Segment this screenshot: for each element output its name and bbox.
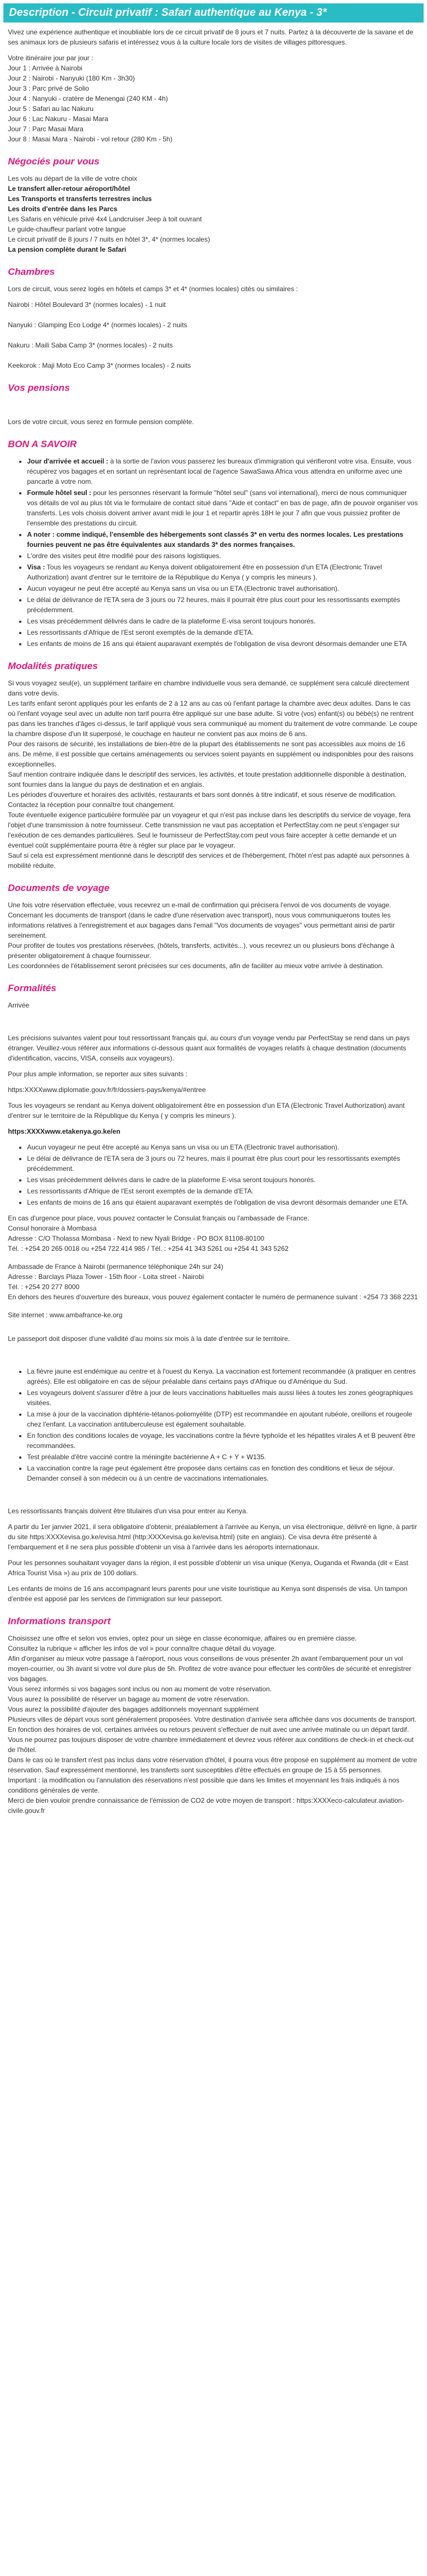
- itinerary-day: Jour 2 : Nairobi - Nanyuki (180 Km - 3h30): [8, 74, 135, 82]
- transport-line: Merci de bien vouloir prendre connaissance de l'émission de CO2 de votre moyen de transport : https:XXXXeco-calculateur.aviation-civile.gouv.fr: [8, 1797, 404, 1815]
- transport-line: Plusieurs villes de départ vous sont généralement proposées. Votre destination d'arrivée sera affichée dans vos documents de transport.: [8, 1715, 417, 1724]
- passeport-text: Le passeport doit disposer d'une validité d'au moins six mois à la date d'entrée sur le territoire.: [8, 1335, 290, 1343]
- visa-paragraph: Les enfants de moins de 16 ans accompagnant leurs parents pour une visite touristique au Kenya sont dispensés de visa. Un tampon d'entrée est apposé par les services de l'immigration sur leur passeport.: [8, 1585, 408, 1603]
- transport-line: Dans le cas où le transfert n'est pas inclus dans votre réservation d'hôtel, il pourra vous être proposé en supplément au moment de votre réservation. Sauf expressément mentionné, les transferts sont susceptibles d'être effectués en groupe de 15 à 55 personnes.: [8, 1756, 417, 1775]
- vaccin-item: • La mise à jour de la vaccination diphtérie-tétanos-poliomyélite (DTP) est recommandée en ajoutant rubéole, oreillons et rougeole chez l'enfant. La vaccination antituberculeuse est également souhaitable.: [27, 1409, 419, 1429]
- content: [0, 27, 427, 1816]
- formalites-link[interactable]: https:XXXXwww.diplomatie.gouv.fr/fr/dossiers-pays/kenya/#entree: [8, 1086, 206, 1094]
- chambres-list: [8, 300, 419, 371]
- vaccin-item: • La fièvre jaune est endémique au centre et à l'ouest du Kenya. La vaccination est fortement recommandée (à pratiquer en centres agréés). Elle est obligatoire en cas de séjour préalable dans certains pays d'Afrique ou d'Amérique du Sud.: [27, 1366, 419, 1387]
- transport-body: [8, 1633, 419, 1816]
- negocies-list: [8, 173, 419, 255]
- bon-item: • Jour d'arrivée et accueil : à la sortie de l'avion vous passerez les bureaux d'immigration qui vérifieront votre visa. Ensuite, vous récupérez vos bagages et en sortant un représentant local de l'agence SawaSawa Africa vous attendra en uniforme avec une pancarte à votre nom.: [27, 456, 419, 487]
- consulat-line: Adresse : C/O Tholassa Mombasa - Next to new Nyali Bridge - PO BOX 81108-80100: [8, 1234, 265, 1243]
- transport-line: Vous aurez la possibilité de réserver un bagage au moment de votre réservation.: [8, 1695, 250, 1704]
- vaccins-list: [8, 1366, 419, 1483]
- negocies-item: Les vols au départ de la ville de votre choix: [8, 174, 137, 182]
- itinerary-day: Jour 5 : Safari au lac Nakuru: [8, 104, 94, 113]
- itinerary-day: Jour 8 : Masai Mara - Nairobi - vol retour (280 Km - 5h): [8, 135, 173, 143]
- modalites-paragraph: Les tarifs enfant seront appliqués pour les enfants de 2 à 12 ans au cas où l'enfant partage la chambre avec deux adultes. Dans le cas où l'enfant voyage seul avec un adulte non tarif pourra être appliqué sur une base adulte. Si votre (vos) enfant(s) ou bébé(s) ne rentrent pas dans les tranches d'âges ci-dessus, le tarif appliqué vous sera communiqué au moment du traitement de votre commande. Le coupe la chambre dispose d'un lit superposé, le couchage en hauteur ne convient pas aux moins de 6 ans.: [8, 699, 417, 738]
- ambassade-line: Ambassade de France à Nairobi (permanence téléphonique 24h sur 24): [8, 1263, 224, 1271]
- bon-item: • Les ressortissants d'Afrique de l'Est seront exemptés de la demande d'ETA.: [27, 627, 419, 638]
- ambassade-info: [8, 1262, 419, 1302]
- itinerary-header: Votre itinéraire jour par jour :: [8, 54, 94, 62]
- eta-item: • Les ressortissants d'Afrique de l'Est seront exemptés de la demande d'ETA.: [27, 1186, 419, 1196]
- transport-line: Vous aurez la possibilité d'ajouter des bagages additionnels moyennant supplément: [8, 1705, 259, 1714]
- visa-paragraph: A partir du 1er janvier 2021, il sera obligatoire d'obtenir, préalablement à l'arrivée au Kenya, un visa électronique, délivré en ligne, à partir du site https:XXXXevisa.go.ke/evisa.html (http:XXXXevisa.go.ke/evisa.html) (site en anglais). Ce visa devra être présenté à l'embarquement et il ne sera plus possible d'obtenir un visa à l'arrivée dans les aéroports internationaux.: [8, 1523, 417, 1552]
- site-internet[interactable]: Site internet : www.ambafrance-ke.org: [8, 1311, 123, 1320]
- transport-line: Afin d'organiser au mieux votre passage à l'aéroport, nous vous conseillons de vous présenter 2h avant l'embarquement pour un vol moyen-courrier, ou 3h avant si votre vol dure plus de 5h. Profitez de votre avance pour effectuer les contrôles de sécurité et enregistrer vos bagages.: [8, 1655, 412, 1683]
- eta-item: • Les visas précédemment délivrés dans le cadre de la plateforme E-visa seront toujours honorés.: [27, 1175, 419, 1185]
- negocies-item: Le transfert aller-retour aéroport/hôtel: [8, 184, 130, 193]
- transport-line: Choisissez une offre et selon vos envies, optez pour un siège en classe économique, affaires ou en première classe.: [8, 1634, 357, 1643]
- vaccin-item: • Les voyageurs doivent s'assurer d'être à jour de leurs vaccinations habituelles mais aussi liées à toutes les zones géographiques visitées.: [27, 1388, 419, 1408]
- intro-text: Vivez une expérience authentique et inoubliable lors de ce circuit privatif de 8 jours et 7 nuits. Partez à la découverte de la savane et de ses animaux lors de plusieurs safaris et intéressez vous à la culture locale lors de visites de villages pittoresques.: [8, 28, 413, 46]
- documents-paragraph: Pour profiter de toutes vos prestations réservées, (hôtels, transferts, activités...), vous recevrez un ou plusieurs bons d'échange à présenter obligatoirement à chaque fournisseur.: [8, 942, 394, 960]
- eta-item: • Aucun voyageur ne peut être accepté au Kenya sans un visa ou un ETA (Electronic travel authorisation).: [27, 1142, 419, 1152]
- documents-heading: Documents de voyage: [8, 883, 110, 894]
- transport-line: Vous serez informés si vos bagages sont inclus ou non au moment de votre réservation.: [8, 1685, 272, 1693]
- itinerary-day: Jour 4 : Nanyuki - cratère de Menengai (240 KM - 4h): [8, 94, 168, 102]
- negocies-item: Les Transports et transferts terrestres inclus: [8, 194, 152, 203]
- modalites-body: [8, 678, 419, 871]
- consulat-line: Consul honoraire à Mombasa: [8, 1224, 97, 1233]
- negocies-item: Les droits d'entrée dans les Parcs: [8, 204, 118, 213]
- chambre-item: Nairobi : Hôtel Boulevard 3* (normes locales) - 1 nuit: [8, 300, 166, 309]
- itinerary-day: Jour 3 : Parc privé de Solio: [8, 84, 90, 92]
- bon-heading: BON A SAVOIR: [8, 438, 77, 449]
- chambres-heading: Chambres: [8, 266, 55, 277]
- chambre-item: Keekorok : Maji Moto Eco Camp 3* (normes locales) - 2 nuits: [8, 361, 191, 369]
- formalites-arrivee: Arrivée: [8, 1001, 30, 1010]
- negocies-item: La pension complète durant le Safari: [8, 245, 127, 253]
- vaccin-item: • La vaccination contre la rage peut également être proposée dans certains cas en fonction des conditions et lieux de séjour. Demander conseil à son médecin ou à un centre de vaccinations internationales.: [27, 1463, 419, 1483]
- bon-item: • Les enfants de moins de 16 ans qui étaient auparavant exemptés de l'obligation de visa devront désormais demander une ETA: [27, 639, 419, 649]
- ambassade-line: En dehors des heures d'ouverture des bureaux, vous pouvez également contacter le numéro de permanence suivant : +254 73 368 2231: [8, 1293, 418, 1302]
- itinerary-day: Jour 6 : Lac Nakuru - Masai Mara: [8, 114, 109, 123]
- modalites-heading: Modalités pratiques: [8, 661, 98, 672]
- documents-paragraph: Les coordonnées de l'établissement seront précisées sur ces documents, afin de faciliter au mieux votre arrivée à destination.: [8, 962, 384, 970]
- bon-item: • Les visas précédemment délivrés dans le cadre de la plateforme E-visa seront toujours honorés.: [27, 616, 419, 626]
- pensions-heading: Vos pensions: [8, 382, 70, 393]
- documents-paragraph: Une fois votre réservation effectuée, vous recevrez un e-mail de confirmation qui précisera l'envoi de vos documents de voyage.: [8, 901, 392, 910]
- consulat-line: En cas d'urgence pour place, vous pouvez contacter le Consulat français ou l'ambassade de France.: [8, 1214, 309, 1223]
- modalites-paragraph: Toute éventuelle exigence particulière formulée par un voyageur et qui n'est pas incluse dans les descriptifs du service de voyage, fera l'objet d'une transmission à notre fournisseur. Cette transmission ne vaut pas acceptation et PerfectStay.com ne peut s'engager sur l'exécution de ces demandes particulières. Seul le fournisseur de PerfectStay.com peut vous faire accepter à cette demande et un éventuel coût supplémentaire pourra être à régler sur place par le voyageur.: [8, 811, 411, 850]
- visa-paragraph: Pour les personnes souhaitant voyager dans la région, il est possible d'obtenir un visa unique (Kenya, Ouganda et Rwanda (dit « East Africa Tourist Visa ») au prix de 100 dollars.: [8, 1559, 408, 1577]
- bon-item: • Le délai de délivrance de l'ETA sera de 3 jours ou 72 heures, mais il pourrait être plus court pour les ressortissants exemptés précédemment.: [27, 595, 419, 615]
- visa-paragraph: Les ressortissants français doivent être titulaires d'un visa pour entrer au Kenya.: [8, 1507, 248, 1516]
- formalites-heading: Formalités: [8, 983, 56, 994]
- itinerary-day: Jour 1 : Arrivée à Nairobi: [8, 64, 83, 72]
- eta-item: • Le délai de délivrance de l'ETA sera de 3 jours ou 72 heures, mais il pourrait être plus court pour les ressortissants exemptés précédemment.: [27, 1153, 419, 1174]
- formalites-p3: Tous les voyageurs se rendant au Kenya doivent obligatoirement être en possession d'un ETA (Electronic Travel Authorization) avant d'entrer sur le territoire de la République du Kenya ( y compris les mineurs ).: [8, 1102, 405, 1120]
- itinerary-day: Jour 7 : Parc Masai Mara: [8, 124, 84, 133]
- modalites-paragraph: Les périodes d'ouverture et horaires des activités, restaurants et bars sont donnés à titre indicatif, et sous réserve de modification. Contactez la réception pour connaître tout changement.: [8, 791, 397, 809]
- itinerary: [8, 53, 419, 144]
- ambassade-line: Tél. : +254 20 277 8000: [8, 1283, 80, 1291]
- chambre-item: Nakuru : Maili Saba Camp 3* (normes locales) - 2 nuits: [8, 341, 173, 349]
- bon-item: • Visa : Tous les voyageurs se rendant au Kenya doivent obligatoirement être en possession d'un ETA (Electronic Travel Authorization) avant d'entrer sur le territoire de la République du Kenya ( y compris les mineurs ).: [27, 562, 419, 582]
- eta-list: [8, 1142, 419, 1207]
- bon-list: [8, 456, 419, 649]
- negocies-heading: Négociés pour vous: [8, 155, 100, 167]
- formalites-p2: Pour plus ample information, se reporter aux sites suivants :: [8, 1070, 188, 1078]
- bon-item: • Formule hôtel seul : pour les personnes réservant la formule "hôtel seul" (sans vol international), merci de nous communiquer vos détails de vol au plus tôt via le formulaire de contact situé dans "Aide et contact" en bas de page, afin de pouvoir organiser vos transferts. Les vols choisis doivent arriver avant midi le jour 1 et repartir après 18H le jour 7 afin que vous puissiez profiter de l'ensemble des prestations du circuit.: [27, 488, 419, 528]
- transport-heading: Informations transport: [8, 1616, 111, 1627]
- ambassade-line: Adresse : Barclays Plaza Tower - 15th floor - Loita street - Nairobi: [8, 1273, 204, 1281]
- transport-line: Consultez la rubrique « afficher les infos de vol » pour connaître chaque détail du voyage.: [8, 1644, 277, 1653]
- modalites-paragraph: Sauf mention contraire indiquée dans le descriptif des services, les activités, et toute prestation additionnelle disponible à destination, sont fournies dans la langue du pays de destination et en anglais.: [8, 770, 407, 789]
- vaccin-item: • Test préalable d'être vacciné contre la méningite bactérienne A + C + Y + W135.: [27, 1452, 419, 1462]
- title-bar: [3, 3, 424, 23]
- pensions-text: Lors de votre circuit, vous serez en formule pension complète.: [8, 417, 194, 426]
- transport-line: En fonction des horaires de vol, certaines arrivées ou retours peuvent s'effectuer de nuit avec une arrivée matinale ou un départ tardif. Vous ne pourrez pas toujours disposer de votre chambre immédiatement et devrez vous référer aux conditions de check-in et check-out de l'hôtel.: [8, 1726, 414, 1754]
- modalites-paragraph: Sauf si cela est expressément mentionné dans le descriptif des services et de l'hébergement, l'hôtel n'est pas adapté aux personnes à mobilité réduite.: [8, 852, 410, 870]
- consulat-info: [8, 1213, 419, 1254]
- documents-paragraph: Concernant les documents de transport (dans le cadre d'une réservation avec transport), nous vous communiquerons toutes les informations relatives à l'enregistrement et aux bagages dans l'email "Vos documents de voyages" vous permettant ainsi de partir sereinement.: [8, 911, 395, 940]
- formalites-p1: Les précisions suivantes valent pour tout ressortissant français qui, au cours d'un voyage vendu par PerfectStay se rend dans un pays étranger. Veuillez-vous référer aux informations ci-dessous quant aux formalités de voyages relatifs à chaque destination (documents d'identification, vaccins, VISA, conseils aux voyageurs).: [8, 1034, 410, 1063]
- documents-body: [8, 900, 419, 971]
- chambre-item: Nanyuki : Glamping Eco Lodge 4* (normes locales) - 2 nuits: [8, 320, 188, 329]
- bon-item: • A noter : comme indiqué, l'ensemble des hébergements sont classés 3* en vertu des normes locales. Les prestations fournies peuvent ne pas être équivalentes aux standards 3* des normes françaises.: [27, 529, 419, 550]
- transport-line: Important : la modification ou l'annulation des réservations n'est possible que dans les limites et moyennant les frais indiqués à nos conditions générales de vente.: [8, 1776, 399, 1795]
- page-title: Description - Circuit privatif : Safari authentique au Kenya - 3*: [9, 7, 327, 19]
- chambres-intro: Lors de circuit, vous serez logés en hôtels et camps 3* et 4* (normes locales) cités ou similaires :: [8, 284, 298, 293]
- bon-item: • Aucun voyageur ne peut être accepté au Kenya sans un visa ou un ETA (Electronic travel authorisation).: [27, 583, 419, 594]
- negocies-item: Le circuit privatif de 8 jours / 7 nuits en hôtel 3*, 4* (normes locales): [8, 235, 210, 243]
- vaccin-item: • En fonction des conditions locales de voyage, les vaccinations contre la fièvre typhoïde et les hépatites virales A et B peuvent être recommandées.: [27, 1430, 419, 1451]
- consulat-line: Tél. : +254 20 265 0018 ou +254 722 414 985 / Tél. : +254 41 343 5261 ou +254 41 343 5262: [8, 1245, 289, 1253]
- bon-item: • L'ordre des visites peut être modifié pour des raisons logistiques.: [27, 551, 419, 561]
- modalites-paragraph: Pour des raisons de sécurité, les installations de bien-être de la plupart des établissements ne sont pas accessibles aux moins de 16 ans. De même, il est possible que certains aménagements ou services soient payants en supplément ou indisponibles pour des raisons exceptionnelles.: [8, 740, 413, 769]
- negocies-item: Le guide-chauffeur parlant votre langue: [8, 225, 126, 233]
- negocies-item: Les Safaris en véhicule privé 4x4 Landcruiser Jeep à toit ouvrant: [8, 215, 202, 223]
- eta-item: • Les enfants de moins de 16 ans qui étaient auparavant exemptés de l'obligation de visa devront désormais demander une ETA.: [27, 1197, 419, 1207]
- modalites-paragraph: Si vous voyagez seul(e), un supplément tarifaire en chambre individuelle vous sera demandé, ce supplément sera calculé directement dans votre devis.: [8, 679, 410, 698]
- formalites-link[interactable]: https:XXXXwww.etakenya.go.ke/en: [8, 1127, 121, 1136]
